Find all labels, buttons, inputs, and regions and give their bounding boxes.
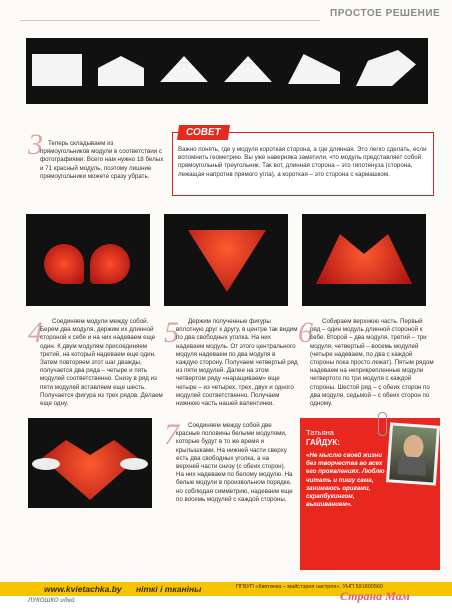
step-6-number: 6	[298, 316, 313, 349]
step-3-number: 3	[28, 128, 43, 161]
watermark-logo	[340, 589, 410, 604]
author-quote: «Не мыслю своей жизни без творчества во всех его проявлениях. Люблю читать и пишу сама, занимаюсь оригами, скрапбукингом, вышиванием».	[306, 452, 385, 509]
step-4-number: 4	[28, 316, 43, 349]
fold-photo-3	[160, 56, 208, 82]
tip-label: СОВЕТ	[177, 125, 230, 140]
footer-magazine: ЛУКОШКО идей	[28, 598, 75, 604]
step-5-photo	[164, 214, 288, 306]
author-photo	[386, 422, 440, 485]
author-first-name: Татьяна	[306, 428, 334, 437]
watermark-text: Страна Мам	[340, 589, 410, 603]
paperclip-icon	[378, 412, 387, 436]
step-7-number: 7	[164, 418, 179, 451]
section-title: ПРОСТОЕ РЕШЕНИЕ	[330, 8, 441, 19]
fold-photo-1	[32, 54, 82, 86]
fold-photo-6	[356, 50, 416, 86]
fold-photo-4	[224, 56, 272, 82]
tip-text: Важно понять, где у модуля короткая сторона, а где длинная. Это легко сделать, если вспомнить геометрию. Вы уже наверняка заметили, что модуль представляет собой прямоугольный треугольник. Так вот, длинная сторона – это гипотенуза (сторона, лежащая напротив прямого угла), а короткая – это сторона с кармашком.	[178, 146, 427, 178]
footer-brand: ніткі і тканіны	[136, 584, 202, 594]
step-7-photo	[28, 418, 152, 508]
step-6-photo	[302, 214, 426, 306]
footer-url[interactable]: www.kvietachka.by	[44, 584, 122, 594]
fold-photo-2	[98, 56, 144, 86]
step-4-photo	[26, 214, 150, 306]
fold-photo-5	[288, 54, 340, 84]
header-rule	[20, 20, 320, 21]
step-3-text: Теперь складываем из прямоугольников модули в соответствии с фотографиями. Всего нам нужно 18 белых и 71 красный модуль, поэтому лишние прямоугольники можете сразу убрать.	[40, 140, 164, 180]
author-last-name: ГАЙДУК:	[306, 438, 340, 447]
step-5-text: Держим полученные фигуры вплотную друг к другу, в центре так видим по два свободных уголка. На них надеваем модуль. От этого центрального модуля надеваем по два модуля в каждую сторону. Получаем четвертый ряд из пяти модулей. Далее на этом четвертом ряду «наращиваем» еще четыре – из четырех, трех, двух и одного модулей соответственно. Получаем нижнюю часть нашей валентинки.	[176, 318, 298, 408]
step-4-text: Соединяем модули между собой. Берем два модуля, держим их длинной стороной к себе и на них надеваем еще один. К двум модулям присоединяем третий, на который надеваем еще один. Затем повторяем этот шаг дважды, получается два ряда – четыре и пять модулей соответственно. Снизу в ряд из пяти модулей вставляем еще шесть. Получается фигура из трех рядов. Делаем еще одну.	[40, 318, 163, 408]
step-7-text: Соединяем между собой две красные половины белыми модулями, которые будут в то же время и крылышками. На нижней части сверху есть два свободных уголка, а на верхней части снизу (с обеих сторон). На них надеваем по белому модулю. На белые модули в произвольном порядке, но соблюдая симметрию, надеваем еще по восемь модулей с каждой стороны.	[176, 422, 293, 503]
footer-publisher: ПГВУП «Кветачка – майстэрня настроя», УНП 591800560	[236, 584, 383, 590]
step-6-text: Собираем верхнюю часть. Первый ряд – один модуль длинной стороной к себе. Второй – два модуля, третий – три модуля, четвертый – восемь модулей (четыре надеваем, по два с каждой стороны пока просто лежат). Пятым рядом надеваем на неприкрепленные модули четвертого по три модуля с каждой стороны. Шестой ряд – с обеих сторон по два модуля, седьмой – с обеих сторон по одному.	[310, 318, 434, 408]
step-5-number: 5	[164, 316, 179, 349]
folding-photo-strip	[26, 38, 428, 104]
